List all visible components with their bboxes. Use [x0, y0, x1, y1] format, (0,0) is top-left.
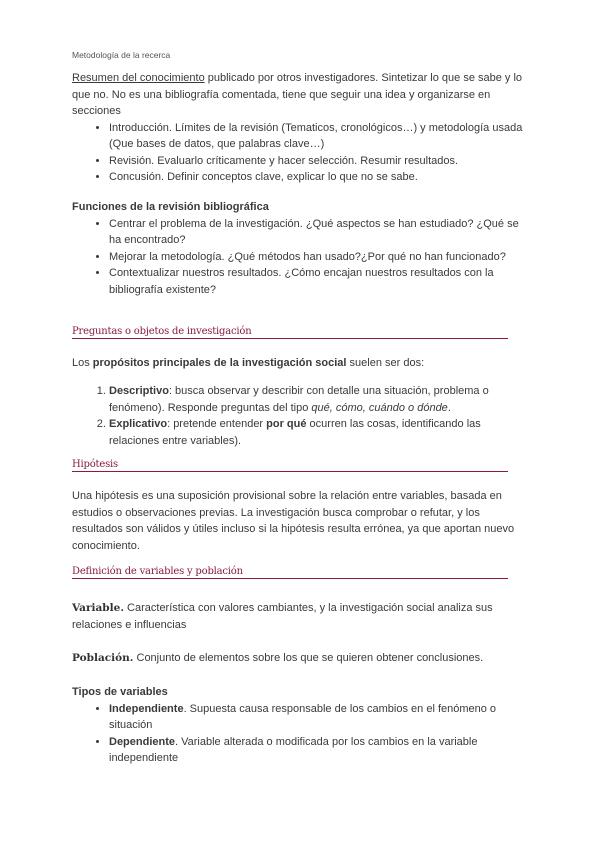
list-item: • Contextualizar nuestros resultados. ¿Cómo encajan nuestros resultados con la bibliografía existente?	[109, 265, 530, 298]
item-italic: qué, cómo, cuándo o dónde	[311, 401, 448, 414]
item-text: . Variable alterada o modificada por los cambios en la variable independiente	[109, 735, 478, 764]
list-item: • Introducción. Límites de la revisión (Tematicos, cronológicos…) y metodología usada (Que bases de datos, que palabras clave…)	[109, 120, 530, 153]
intro-bullet-list	[72, 120, 530, 186]
intro-section	[72, 70, 530, 186]
preguntas-list-section	[72, 383, 530, 449]
lead-bold-text: propósitos principales de la investigación social	[92, 357, 347, 369]
poblacion-paragraph	[72, 650, 530, 667]
intro-text: publicado por otros investigadores. Sintetizar lo que se sabe y lo que no. No es una bibliografía comentada, tiene que seguir una idea y organizarse en secciones	[72, 72, 523, 117]
lead-text-end: suelen ser dos:	[346, 357, 425, 369]
item-end: ocurren las cosas, identificando las relaciones entre variables).	[109, 418, 481, 447]
tipos-heading: Tipos de variables	[72, 686, 168, 698]
intro-paragraph	[72, 70, 530, 120]
lead-text: Los	[72, 357, 93, 369]
list-item	[109, 416, 530, 449]
variable-paragraph	[72, 600, 530, 633]
list-item: • Mejorar la metodología. ¿Qué métodos han usado?¿Por qué no han funcionado?	[109, 249, 530, 266]
item-bold: por qué	[266, 418, 307, 430]
item-term: Dependiente	[109, 735, 176, 748]
item-text: : pretende entender	[167, 418, 267, 430]
item-end: .	[447, 401, 451, 414]
item-term: Explicativo	[109, 418, 168, 430]
hipotesis-paragraph: Una hipótesis es una suposición provisional sobre la relación entre variables, basada en estudios o observaciones previas. La investigación busca comprobar o refutar, y los resultados son válidos y útiles incluso si la hipótesis resulta errónea, ya que aportan nuevo conocimiento.	[72, 490, 515, 552]
intro-underlined-term: Resumen del conocimiento	[72, 72, 205, 84]
poblacion-term: Población.	[72, 652, 134, 664]
preguntas-heading: Preguntas o objetos de investigación	[72, 326, 508, 339]
tipos-bullet-list	[72, 701, 530, 767]
list-item	[109, 383, 530, 416]
list-item: • Centrar el problema de la investigación. ¿Qué aspectos se han estudiado? ¿Qué se ha encontrado?	[109, 216, 530, 249]
variable-term: Variable.	[72, 602, 124, 614]
item-text: : busca observar y describir con detalle una situación, problema o fenómeno). Responde preguntas del tipo	[109, 385, 489, 414]
funciones-section	[72, 199, 530, 298]
document-header: Metodología de la recerca	[72, 50, 171, 60]
definicion-heading: Definición de variables y población	[72, 566, 508, 579]
item-term: Descriptivo	[109, 385, 169, 397]
list-item	[109, 701, 530, 734]
item-term: Independiente	[109, 702, 184, 715]
preguntas-numbered-list	[72, 383, 530, 449]
list-item	[109, 734, 530, 767]
poblacion-text: Conjunto de elementos sobre los que se quieren obtener conclusiones.	[133, 652, 484, 664]
funciones-heading: Funciones de la revisión bibliográfica	[72, 201, 269, 213]
variable-text: Característica con valores cambiantes, y la investigación social analiza sus relaciones e influencias	[72, 602, 493, 631]
hipotesis-heading: Hipótesis	[72, 459, 508, 472]
preguntas-lead	[72, 355, 530, 372]
tipos-section	[72, 684, 530, 767]
list-item: • Concusión. Definir conceptos clave, explicar lo que no se sabe.	[109, 169, 530, 186]
item-text: . Supuesta causa responsable de los cambios en el fenómeno o situación	[109, 702, 497, 731]
list-item: • Revisión. Evaluarlo críticamente y hacer selección. Resumir resultados.	[109, 153, 530, 170]
funciones-bullet-list	[72, 216, 530, 299]
